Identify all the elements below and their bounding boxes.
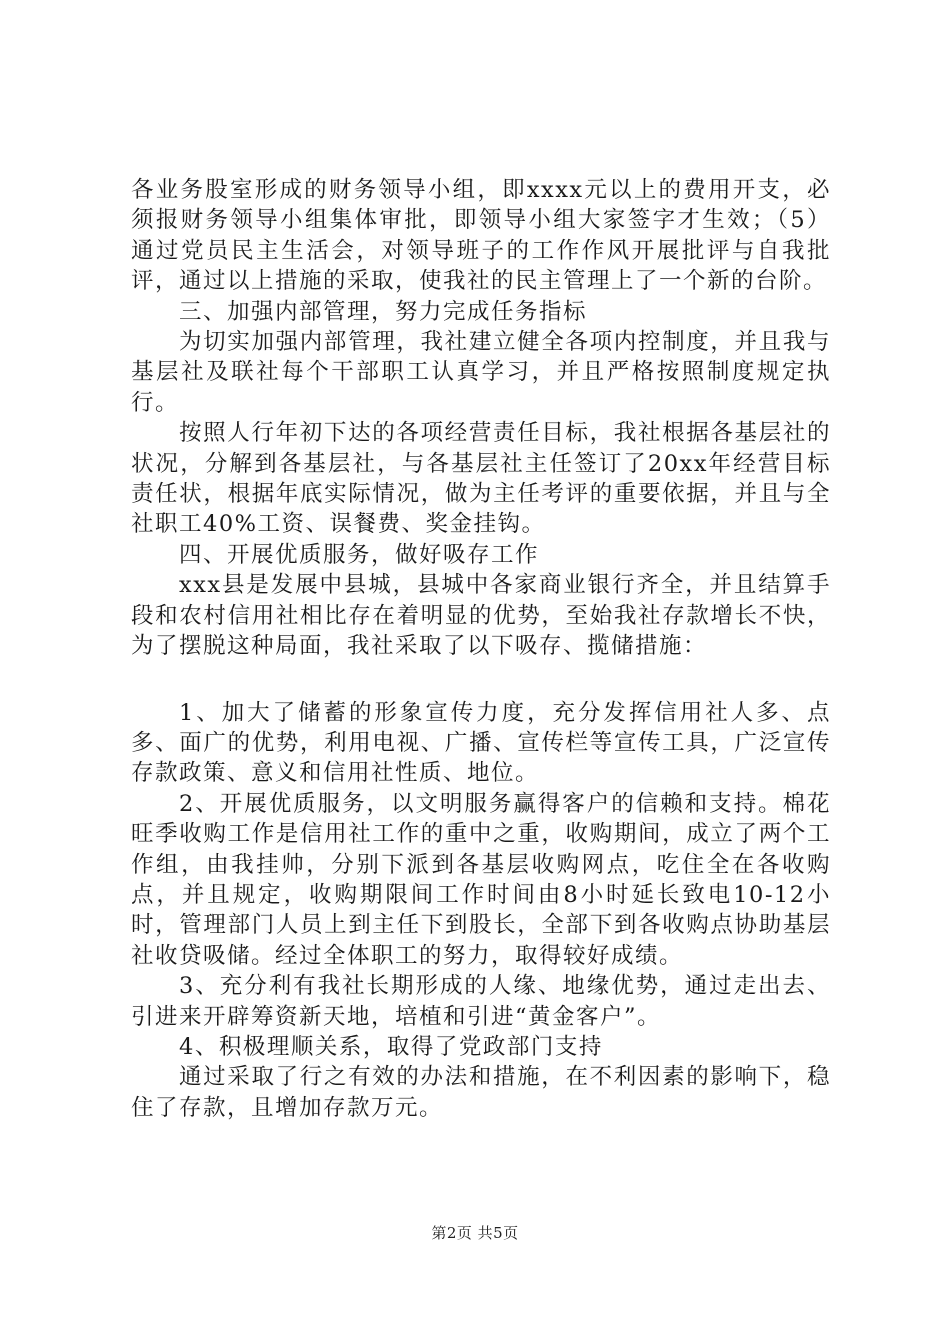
list-item: 2、开展优质服务，以文明服务赢得客户的信赖和支持。棉花旺季收购工作是信用社工作的重中之重，收购期间，成立了两个工作组，由我挂帅，分别下派到各基层收购网点，吃住全在各收购点，并且规定，收购期限间工作时间由8小时延长致电10-12小时，管理部门人员上到主任下到股长，全部下到各收购点协助基层社收贷吸储。经过全体职工的努力，取得较好成绩。 (131, 790, 831, 969)
section-heading-4: 四、开展优质服务，做好吸存工作 (179, 541, 540, 568)
section-heading-3: 三、加强内部管理，努力完成任务指标 (179, 298, 588, 325)
paragraph: xxx县是发展中县城，县城中各家商业银行齐全，并且结算手段和农村信用社相比存在着明显的优势，至始我社存款增长不快，为了摆脱这种局面，我社采取了以下吸存、揽储措施： (131, 572, 831, 660)
list-item: 3、充分利有我社长期形成的人缘、地缘优势，通过走出去、引进来开辟筹资新天地，培植和引进“黄金客户”。 (131, 973, 831, 1030)
paragraph-continuation: 各业务股室形成的财务领导小组，即xxxx元以上的费用开支，必须报财务领导小组集体审批，即领导小组大家签字才生效；（5）通过党员民主生活会，对领导班子的工作作风开展批评与自我批评，通过以上措施的采取，使我社的民主管理上了一个新的台阶。 (131, 177, 831, 295)
document-body (131, 175, 831, 1123)
paragraph: 按照人行年初下达的各项经营责任目标，我社根据各基层社的状况，分解到各基层社，与各基层社主任签订了20xx年经营目标责任状，根据年底实际情况，做为主任考评的重要依据，并且与全社职工40%工资、误餐费、奖金挂钩。 (131, 420, 831, 538)
blank-line (131, 662, 831, 698)
page-number-footer: 第2页 共5页 (431, 1224, 519, 1242)
paragraph: 为切实加强内部管理，我社建立健全各项内控制度，并且我与基层社及联社每个干部职工认真学习，并且严格按照制度规定执行。 (131, 329, 831, 416)
paragraph: 通过采取了行之有效的办法和措施，在不利因素的影响下，稳住了存款，且增加存款万元。 (131, 1064, 831, 1121)
list-item: 1、加大了储蓄的形象宣传力度，充分发挥信用社人多、点多、面广的优势，利用电视、广播、宣传栏等宣传工具，广泛宣传存款政策、意义和信用社性质、地位。 (131, 699, 831, 787)
list-item: 4、积极理顺关系，取得了党政部门支持 (179, 1033, 603, 1060)
